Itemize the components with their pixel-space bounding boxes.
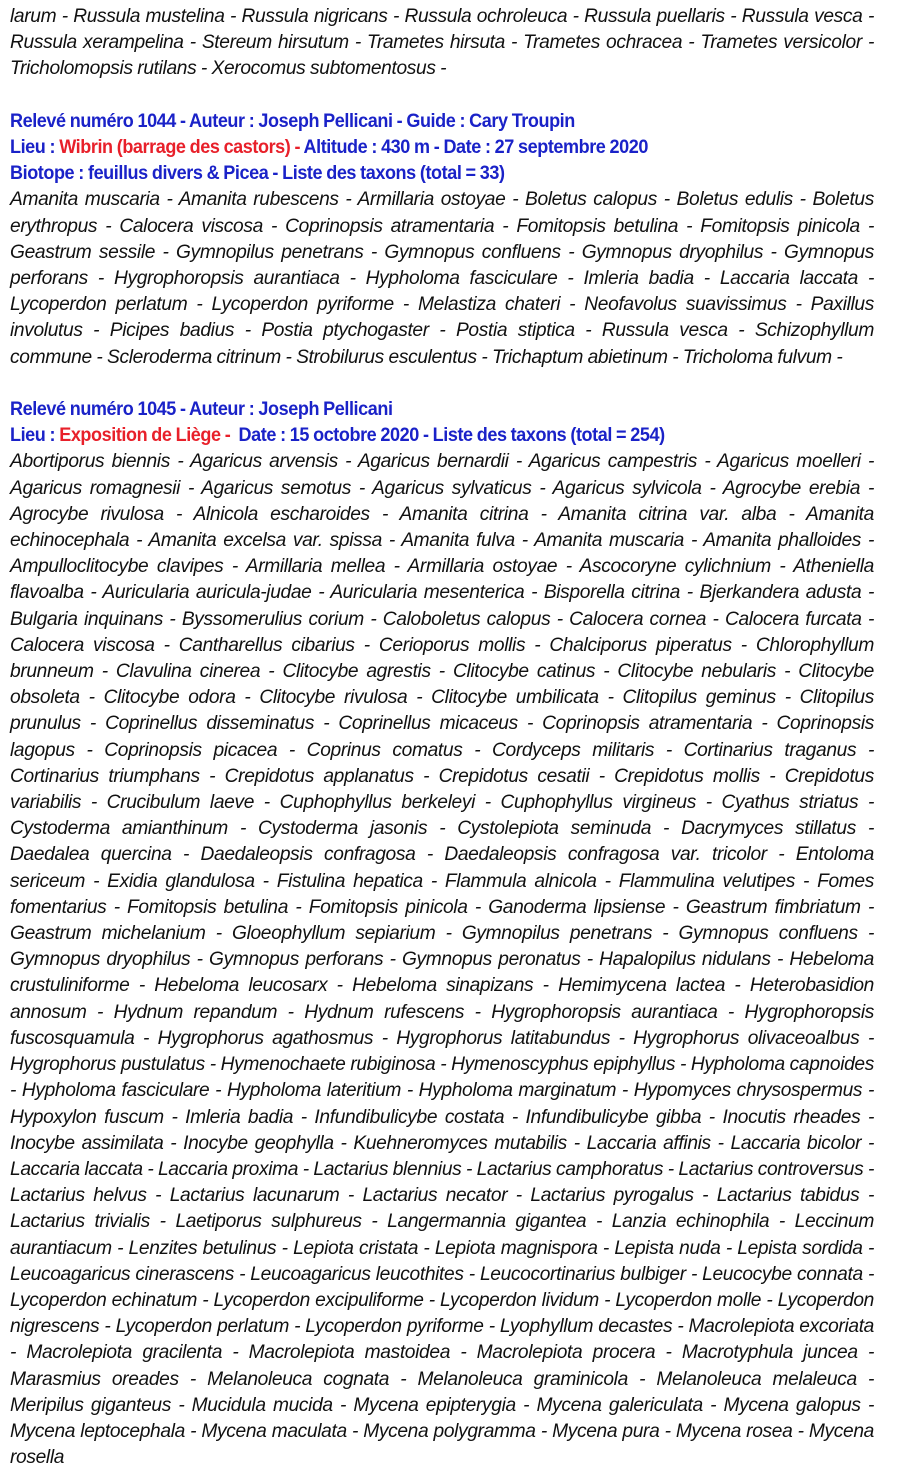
lieu-name: Exposition de Liège - (59, 425, 231, 447)
releve-1044-lieu (10, 135, 822, 161)
releve-1045 (10, 397, 874, 1471)
lieu-label: Lieu : (10, 137, 60, 158)
document-page (10, 4, 874, 1471)
spacer (10, 371, 874, 397)
lieu-details: Date : 15 octobre 2020 - Liste des taxons (total = 254) (230, 425, 665, 447)
lieu-name: Wibrin (barrage des castors) - (59, 137, 304, 158)
releve-1044-biotope: Biotope : feuillus divers & Picea - Liste des taxons (total = 33) (10, 163, 505, 185)
releve-1045-title: Relevé numéro 1045 - Auteur : Joseph Pellicani (10, 399, 393, 421)
lieu-label: Lieu : (10, 425, 60, 447)
releve-1045-lieu (10, 423, 822, 449)
spacer (10, 83, 874, 109)
intro-taxa-list: larum - Russula mustelina - Russula nigricans - Russula ochroleuca - Russula puellaris - Russula vesca - Russula xerampelina - Stereum hirsutum - Trametes hirsuta - Trametes ochracea - Trametes versicolor - Tricholomopsis rutilans - Xerocomus subtomentosus - (10, 6, 874, 80)
releve-1044 (10, 109, 874, 371)
releve-1044-taxa-list: Amanita muscaria - Amanita rubescens - Armillaria ostoyae - Boletus calopus - Boletus edulis - Boletus erythropus - Calocera viscosa - Coprinopsis atramentaria - Fomitopsis betulina - Fomitopsis pinicola - Geastrum sessile - Gymnopilus penetrans - Gymnopus confluens - Gymnopus dryophilus - Gymnopus perforans - Hygrophoropsis aurantiaca - Hypholoma fasciculare - Imleria badia - Laccaria laccata - Lycoperdon perlatum - Lycoperdon pyriforme - Melastiza chateri - Neofavolus suavissimus - Paxillus involutus - Picipes badius - Postia ptychogaster - Postia stiptica - Russula vesca - Schizophyllum commune - Scleroderma citrinum - Strobilurus esculentus - Trichaptum abietinum - Tricholoma fulvum - (10, 189, 874, 368)
lieu-details: Altitude : 430 m - Date : 27 septembre 2020 (303, 137, 648, 158)
releve-1044-title: Relevé numéro 1044 - Auteur : Joseph Pellicani - Guide : Cary Troupin (10, 110, 575, 132)
releve-1045-taxa-list: Abortiporus biennis - Agaricus arvensis - Agaricus bernardii - Agaricus campestris - Agaricus moelleri - Agaricus romagnesii - Agaricus semotus - Agaricus sylvaticus - Agaricus sylvicola - Agrocybe erebia - Agrocybe rivulosa - Alnicola escharoides - Amanita citrina - Amanita citrina var. alba - Amanita echinocephala - Amanita excelsa var. spissa - Amanita fulva - Amanita muscaria - Amanita phalloides - Ampulloclitocybe clavipes - Armillaria mellea - Armillaria ostoyae - Ascocoryne cylichnium - Atheniella flavoalba - Auricularia auricula-judae - Auricularia mesenterica - Bisporella citrina - Bjerkandera adusta - Bulgaria inquinans - Byssomerulius corium - Caloboletus calopus - Calocera cornea - Calocera furcata - Calocera viscosa - Cantharellus cibarius - Cerioporus mollis - Chalciporus piperatus - Chlorophyllum brunneum - Clavulina cinerea - Clitocybe agrestis - Clitocybe catinus - Clitocybe nebularis - Clitocybe obsoleta - Clitocybe odora - Clitocybe rivulosa - Clitocybe umbilicata - Clitopilus geminus - Clitopilus prunulus - Coprinellus disseminatus - Coprinellus micaceus - Coprinopsis atramentaria - Coprinopsis lagopus - Coprinopsis picacea - Coprinus comatus - Cordyceps militaris - Cortinarius traganus - Cortinarius triumphans - Crepidotus applanatus - Crepidotus cesatii - Crepidotus mollis - Crepidotus variabilis - Crucibulum laeve - Cuphophyllus berkeleyi - Cuphophyllus virgineus - Cyathus striatus - Cystoderma amianthinum - Cystoderma jasonis - Cystolepiota seminuda - Dacrymyces stillatus - Daedalea quercina - Daedaleopsis confragosa - Daedaleopsis confragosa var. tricolor - Entoloma sericeum - Exidia glandulosa - Fistulina hepatica - Flammula alnicola - Flammulina velutipes - Fomes fomentarius - Fomitopsis betulina - Fomitopsis pinicola - Ganoderma lipsiense - Geastrum fimbriatum - Geastrum michelanium - Gloeophyllum sepiarium - Gymnopilus penetrans - Gymnopus confluens - Gymnopus dryophilus - Gymnopus perforans - Gymnopus peronatus - Hapalopilus nidulans - Hebeloma crustuliniforme - Hebeloma leucosarx - Hebeloma sinapizans - Hemimycena lactea - Heterobasidion annosum - Hydnum repandum - Hydnum rufescens - Hygrophoropsis aurantiaca - Hygrophoropsis fuscosquamula - Hygrophorus agathosmus - Hygrophorus latitabundus - Hygrophorus olivaceoalbus - Hygrophorus pustulatus - Hymenochaete rubiginosa - Hymenoscyphus epiphyllus - Hypholoma capnoides - Hypholoma fasciculare - Hypholoma lateritium - Hypholoma marginatum - Hypomyces chrysospermus - Hypoxylon fuscum - Imleria badia - Infundibulicybe costata - Infundibulicybe gibba - Inocutis rheades - Inocybe assimilata - Inocybe geophylla - Kuehneromyces mutabilis - Laccaria affinis - Laccaria bicolor - Laccaria laccata - Laccaria proxima - Lactarius blennius - Lactarius camphoratus - Lactarius controversus - Lactarius helvus - Lactarius lacunarum - Lactarius necator - Lactarius pyrogalus - Lactarius tabidus - Lactarius trivialis - Laetiporus sulphureus - Langermannia gigantea - Lanzia echinophila - Leccinum aurantiacum - Lenzites betulinus - Lepiota cristata - Lepiota magnispora - Lepista nuda - Lepista sordida - Leucoagaricus cinerascens - Leucoagaricus leucothites - Leucocortinarius bulbiger - Leucocybe connata - Lycoperdon echinatum - Lycoperdon excipuliforme - Lycoperdon lividum - Lycoperdon molle - Lycoperdon nigrescens - Lycoperdon perlatum - Lycoperdon pyriforme - Lyophyllum decastes - Macrolepiota excoriata - Macrolepiota gracilenta - Macrolepiota mastoidea - Macrolepiota procera - Macrotyphula juncea - Marasmius oreades - Melanoleuca cognata - Melanoleuca graminicola - Melanoleuca melaleuca - Meripilus giganteus - Mucidula mucida - Mycena epipterygia - Mycena galericulata - Mycena galopus - Mycena leptocephala - Mycena maculata - Mycena polygramma - Mycena pura - Mycena rosea - Mycena rosella (10, 451, 874, 1469)
